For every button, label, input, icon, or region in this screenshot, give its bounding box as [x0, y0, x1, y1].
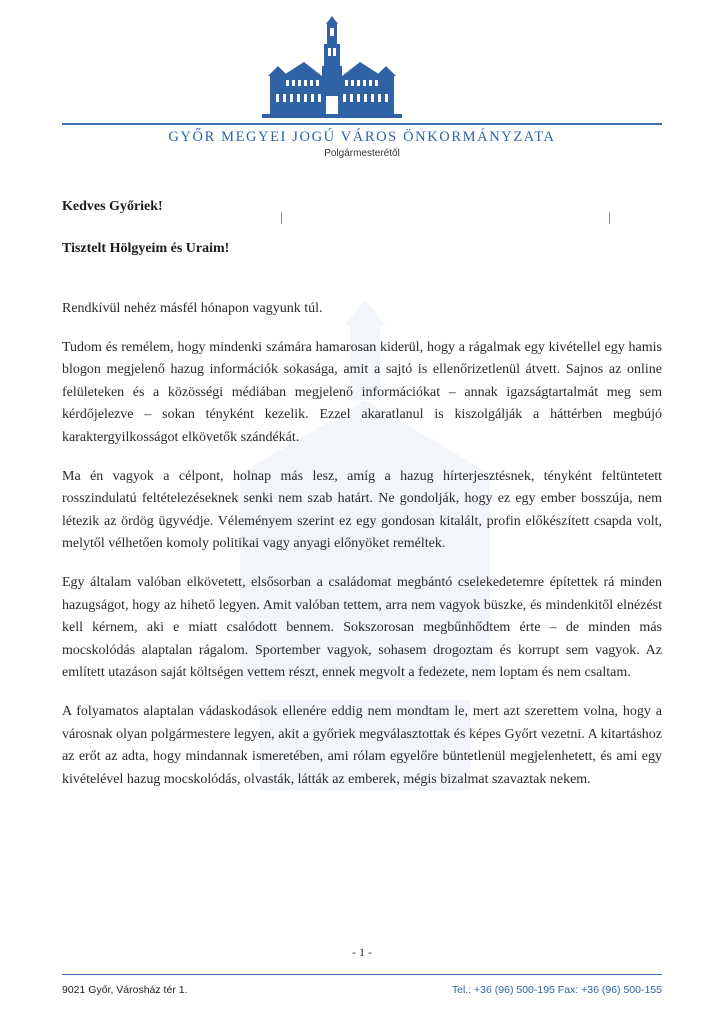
paragraph: A folyamatos alaptalan vádaskodások ellenére eddig nem mondtam le, mert azt szerettem volna, hogy a városnak olyan polgármestere legyen, akit a győriek megválasztottak és képes Győrt vezetni. A kitartáshoz az erőt az adta, hogy mindannak ismeretében, ami rólam egyelőre büntetlenül megjelenhetett, és ami egy kivételével hazug mocskolódás, olvasták, látták az emberek, mégis bizalmat szavaztak nekem. — [62, 703, 662, 787]
paragraph: Tudom és remélem, hogy mindenki számára hamarosan kiderül, hogy a rágalmak egy kivétellel egy hamis blogon megjelenő hazug információk sokasága, amit a sajtó is ellenőrizetlenül átvett. Sajnos az online felületeken és a közösségi médiában megjelenő információkat – annak igazságtartalmát meg sem kérdőjelezve – sokan tényként kezelik. Ezzel akaratlanul is kiszolgálják a háttérben megbújó karaktergyilkosságot elkövetők szándékát. — [62, 339, 662, 445]
greeting-line-1: Kedves Győriek! — [62, 199, 163, 214]
footer-contact: Tel.: +36 (96) 500-195 Fax: +36 (96) 500-155 — [451, 984, 662, 996]
scan-mark — [281, 212, 282, 224]
town-hall-logo — [262, 16, 402, 124]
org-subtitle: Polgármesterétől — [324, 148, 400, 159]
footer-address: 9021 Győr, Városház tér 1. — [62, 984, 188, 996]
letter-body — [62, 298, 662, 807]
paragraph: Rendkívül nehéz másfél hónapon vagyunk túl. — [62, 301, 323, 316]
page-number: - 1 - — [352, 945, 372, 959]
footer-divider — [62, 974, 662, 975]
paragraph: Egy általam valóban elkövetett, elsősorban a családomat megbántó cselekedetemre építettek rá minden hazugságot, hogy az hihető legyen. Amit valóban tettem, arra nem vagyok büszke, és mindenkitől elnézést kell kérnem, aki e miatt csalódott bennem. Sokszorosan megbűnhődtem érte – de minden más mocskolódás alaptalan rágalom. Sportember vagyok, sohasem drogoztam és korrupt sem vagyok. Az említett utazáson saját költségen vettem részt, ennek megvolt a fedezete, nem loptam és nem csaltam. — [62, 574, 662, 681]
header-divider — [62, 123, 662, 125]
org-name: GYŐR MEGYEI JOGÚ VÁROS ÖNKORMÁNYZATA — [168, 129, 556, 145]
scan-mark — [609, 212, 610, 224]
paragraph: Ma én vagyok a célpont, holnap más lesz, amíg a hazug hírterjesztésnek, tényként feltüntetett rosszindulatú feltételezéseknek senki nem szab határt. Ne gondolják, hogy ez egy ember bosszúja, nem létezik az ördög ügyvédje. Véleményem szerint ez egy gondosan kitalált, profin előkészített csapda volt, melytől vélhetően komoly politikai vagy anyagi előnyöket reméltek. — [62, 468, 662, 552]
greeting-line-2: Tisztelt Hölgyeim és Uraim! — [62, 241, 230, 256]
